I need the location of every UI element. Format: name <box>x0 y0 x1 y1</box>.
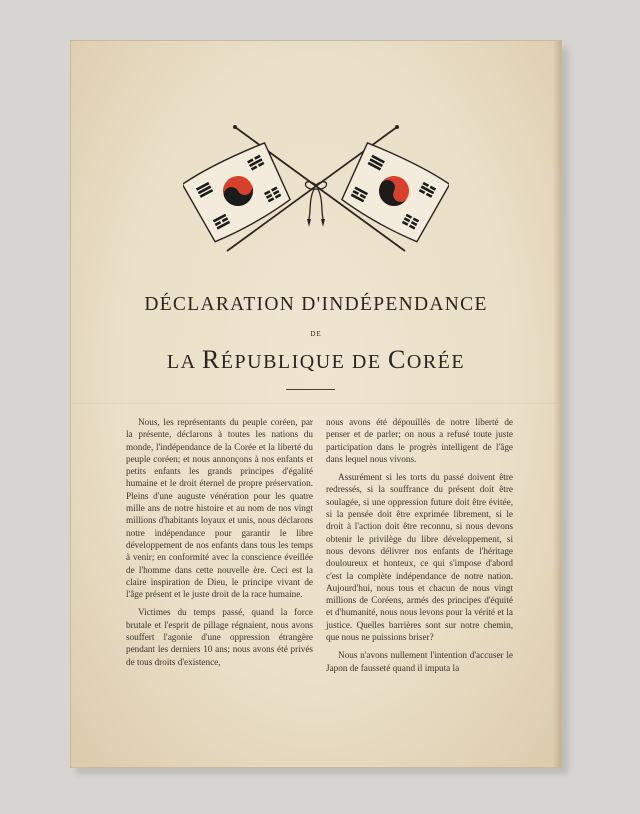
title-line2-r: R <box>201 345 221 374</box>
title-line2-coree: ORÉE <box>406 351 466 373</box>
title-line2-la: LA <box>166 351 202 373</box>
page-fold <box>71 403 561 405</box>
body-paragraph: Assurément si les torts du passé doivent être redressés, si la souffrance du présent doit être soulagée, si une oppression future doit être évitée, si la pensée doit être exprimée librement, si le droit à l'action doit être reconnu, si nous devons obtenir le privilège du libre développement, si nous devons délivrer nos enfants de l'héritage douloureux et honteux, ce qui s'impose d'abord c'est la complète indépendance de notre nation. Aujourd'hui, nous tous et chacun de nous vingt millions de Coréens, armés des principes d'équité et d'humanité, nous nous levons pour la vérité et la justice. Quelles barrières sont sur notre chemin, que nous ne puissions briser? <box>326 472 513 643</box>
body-right-column <box>326 416 513 680</box>
document-page <box>70 40 562 768</box>
title-line1: DÉCLARATION D'INDÉPENDANCE <box>144 294 488 315</box>
body-paragraph: Nous n'avons nullement l'intention d'accuser le Japon de fausseté quand il imputa la <box>326 650 513 673</box>
title-line2-c: C <box>388 345 407 374</box>
body-paragraph: Nous, les représentants du peuple coréen, par la présente, déclarons à toutes les nations du monde, l'indépendance de la Corée et la liberté du peuple coréen; et nous annonçons à nos enfants et petits enfants les grands principes d'égalité humaine et le droit éternel de propre préservation. Pleins d'une auguste vénération pour les quatre mille ans de notre histoire et au nom de nos vingt millions d'habitants loyaux et unis, nous déclarons notre indépendance pour garantir le libre développement de nos enfants dans tous les temps à venir; en conformité avec la conscience éveillée de l'homme dans cette nouvelle ère. Ceci est la claire inspiration de Dieu, le principe vivant de l'âge présent et le juste droit de la race humaine. <box>126 417 313 600</box>
body-left-column <box>126 416 313 674</box>
body-paragraph: nous avons été dépouillés de notre liberté de penser et de parler; on nous a refusé toute juste participation dans le progrès intelligent de l'âge dans lequel nous vivons. <box>326 417 513 464</box>
title-connector: DE <box>310 330 322 338</box>
title-line2 <box>71 345 561 375</box>
title-line2-republique: ÉPUBLIQUE DE <box>220 351 389 373</box>
title-divider <box>286 389 335 390</box>
body-paragraph: Victimes du temps passé, quand la force brutale et l'esprit de pillage régnaient, nous avons souffert l'agonie d'une oppression étrangère pendant les derniers 10 ans; nous avons été privés de tous droits d'existence, <box>126 607 313 667</box>
crossed-taegukgi-flags-icon <box>183 121 449 261</box>
